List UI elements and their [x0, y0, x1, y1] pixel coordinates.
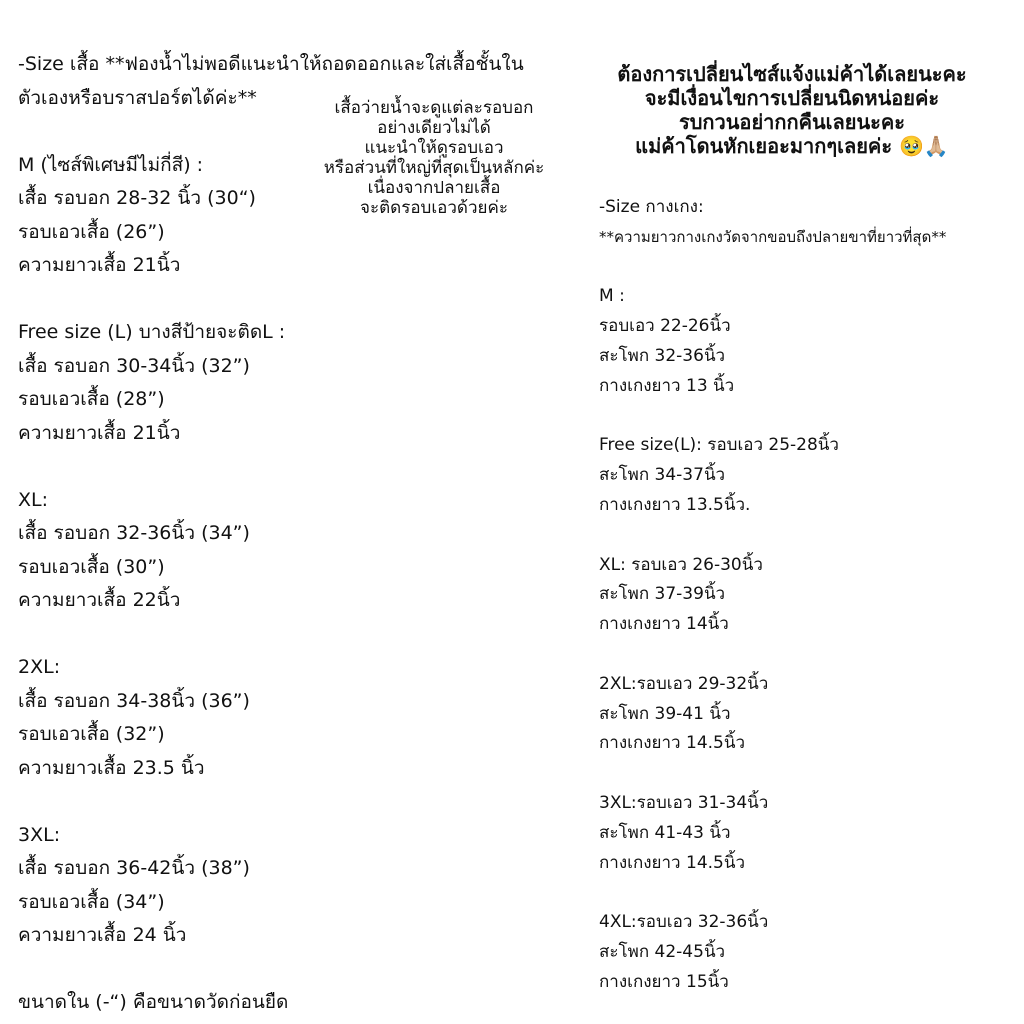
pants-size-2xl [599, 670, 1009, 759]
shirt-footer-note: ขนาดใน (-“) คือขนาดวัดก่อนยืด [18, 991, 289, 1013]
pants-length: กางเกงยาว 14นิ้ว [599, 614, 729, 635]
note-line: เนื่องจากปลายเสื้อ [367, 178, 501, 198]
shirt-header-line-2: ตัวเองหรือบราสปอร์ตได้ค่ะ** [18, 86, 257, 109]
note-line: แนะนำให้ดูรอบเอว [364, 138, 504, 158]
shirt-size-title: 3XL: [18, 823, 61, 846]
pants-size-3xl [599, 789, 1009, 878]
pants-hip: สะโพก 32-36นิ้ว [599, 345, 726, 366]
shirt-header-line-1: -Size เสื้อ **ฟองน้ำไม่พอดีแนะนำให้ถอดออกและใส่เสื้อชั้นใน [18, 53, 524, 75]
exchange-line: ต้องการเปลี่ยนไซส์แจ้งแม่ค้าได้เลยนะคะ [617, 62, 967, 86]
shirt-waist: รอบเอวเสื้อ (28”) [18, 388, 165, 410]
pants-size-title: M : [599, 286, 625, 307]
pants-hip: สะโพก 39-41 นิ้ว [599, 703, 731, 724]
shirt-size-title: 2XL: [18, 656, 61, 678]
shirt-length: ความยาวเสื้อ 23.5 นิ้ว [18, 756, 205, 779]
pants-hip: สะโพก 34-37นิ้ว [599, 465, 726, 486]
shirt-chest: เสื้อ รอบอก 34-38นิ้ว (36”) [18, 689, 250, 712]
pants-size-m [599, 282, 1009, 401]
exchange-line: จะมีเงื่อนไขการเปลี่ยนนิดหน่อยค่ะ [644, 86, 940, 110]
pants-size-4xl [599, 908, 1009, 997]
pants-length: กางเกงยาว 13 นิ้ว [599, 375, 735, 396]
shirt-length: ความยาวเสื้อ 21นิ้ว [18, 421, 181, 444]
shirt-length: ความยาวเสื้อ 21นิ้ว [18, 254, 181, 276]
pants-length: กางเกงยาว 13.5นิ้ว. [599, 494, 751, 515]
exchange-line: แม่ค้าโดนหักเยอะมากๆเลยค่ะ 🥹🙏🏼 [635, 134, 949, 158]
spacer [599, 402, 1009, 432]
exchange-policy-note [582, 62, 1002, 158]
spacer [599, 521, 1009, 551]
spacer [18, 953, 578, 987]
pants-size-title: 4XL:รอบเอว 32-36นิ้ว [599, 912, 769, 933]
note-line: เสื้อว่ายน้ำจะดูแต่ละรอบอก [334, 98, 534, 118]
spacer [18, 785, 578, 819]
pants-hip: สะโพก 37-39นิ้ว [599, 584, 726, 605]
shirt-size-xl [18, 484, 578, 618]
shirt-waist: รอบเอวเสื้อ (34”) [18, 890, 165, 913]
spacer [599, 759, 1009, 789]
pants-header-line-1: -Size กางเกง: [599, 197, 704, 217]
spacer [18, 450, 578, 484]
note-line: อย่างเดียวไม่ได้ [377, 118, 491, 138]
spacer [18, 283, 578, 317]
shirt-size-title: XL: [18, 488, 49, 511]
shirt-chest: เสื้อ รอบอก 30-34นิ้ว (32”) [18, 354, 250, 377]
pants-hip: สะโพก 42-45นิ้ว [599, 941, 726, 962]
exchange-line: รบกวนอย่ากกคืนเลยนะคะ [678, 110, 906, 134]
pants-size-l [599, 431, 1009, 520]
pants-length: กางเกงยาว 15นิ้ว [599, 971, 729, 992]
shirt-chest: เสื้อ รอบอก 32-36นิ้ว (34”) [18, 522, 250, 544]
shirt-size-title: M (ไซส์พิเศษมีไม่กี่สี) : [18, 153, 204, 176]
pants-header-line-2: **ความยาวกางเกงวัดจากขอบถึงปลายขาที่ยาวที่สุด** [599, 227, 947, 246]
shirt-chest: เสื้อ รอบอก 28-32 นิ้ว (30“) [18, 187, 256, 209]
shirt-waist: รอบเอวเสื้อ (26”) [18, 220, 165, 243]
pants-size-title: 2XL:รอบเอว 29-32นิ้ว [599, 673, 769, 694]
shirt-size-2xl [18, 651, 578, 785]
shirt-length: ความยาวเสื้อ 22นิ้ว [18, 589, 181, 611]
shirt-size-3xl [18, 819, 578, 953]
spacer [599, 253, 1009, 283]
spacer [18, 618, 578, 652]
shirt-size-title: Free size (L) บางสีป้ายจะติดL : [18, 321, 286, 343]
pants-size-title: 3XL:รอบเอว 31-34นิ้ว [599, 792, 769, 813]
shirt-size-l [18, 316, 578, 450]
spacer [599, 640, 1009, 670]
note-line: หรือส่วนที่ใหญ่ที่สุดเป็นหลักค่ะ [323, 158, 545, 178]
shirt-waist: รอบเอวเสื้อ (32”) [18, 723, 165, 745]
pants-size-section [599, 193, 1009, 998]
pants-length: กางเกงยาว 14.5นิ้ว [599, 733, 746, 754]
pants-size-title: Free size(L): รอบเอว 25-28นิ้ว [599, 435, 839, 456]
pants-waist: รอบเอว 22-26นิ้ว [599, 316, 731, 337]
shirt-chest: เสื้อ รอบอก 36-42นิ้ว (38”) [18, 857, 250, 879]
pants-hip: สะโพก 41-43 นิ้ว [599, 822, 731, 843]
pants-size-xl [599, 551, 1009, 640]
shirt-length: ความยาวเสื้อ 24 นิ้ว [18, 924, 187, 946]
spacer [599, 878, 1009, 908]
shirt-waist: รอบเอวเสื้อ (30”) [18, 555, 165, 578]
note-line: จะติดรอบเอวด้วยค่ะ [360, 198, 508, 218]
swimsuit-fit-note [296, 98, 572, 218]
pants-length: กางเกงยาว 14.5นิ้ว [599, 852, 746, 873]
pants-size-title: XL: รอบเอว 26-30นิ้ว [599, 554, 763, 575]
